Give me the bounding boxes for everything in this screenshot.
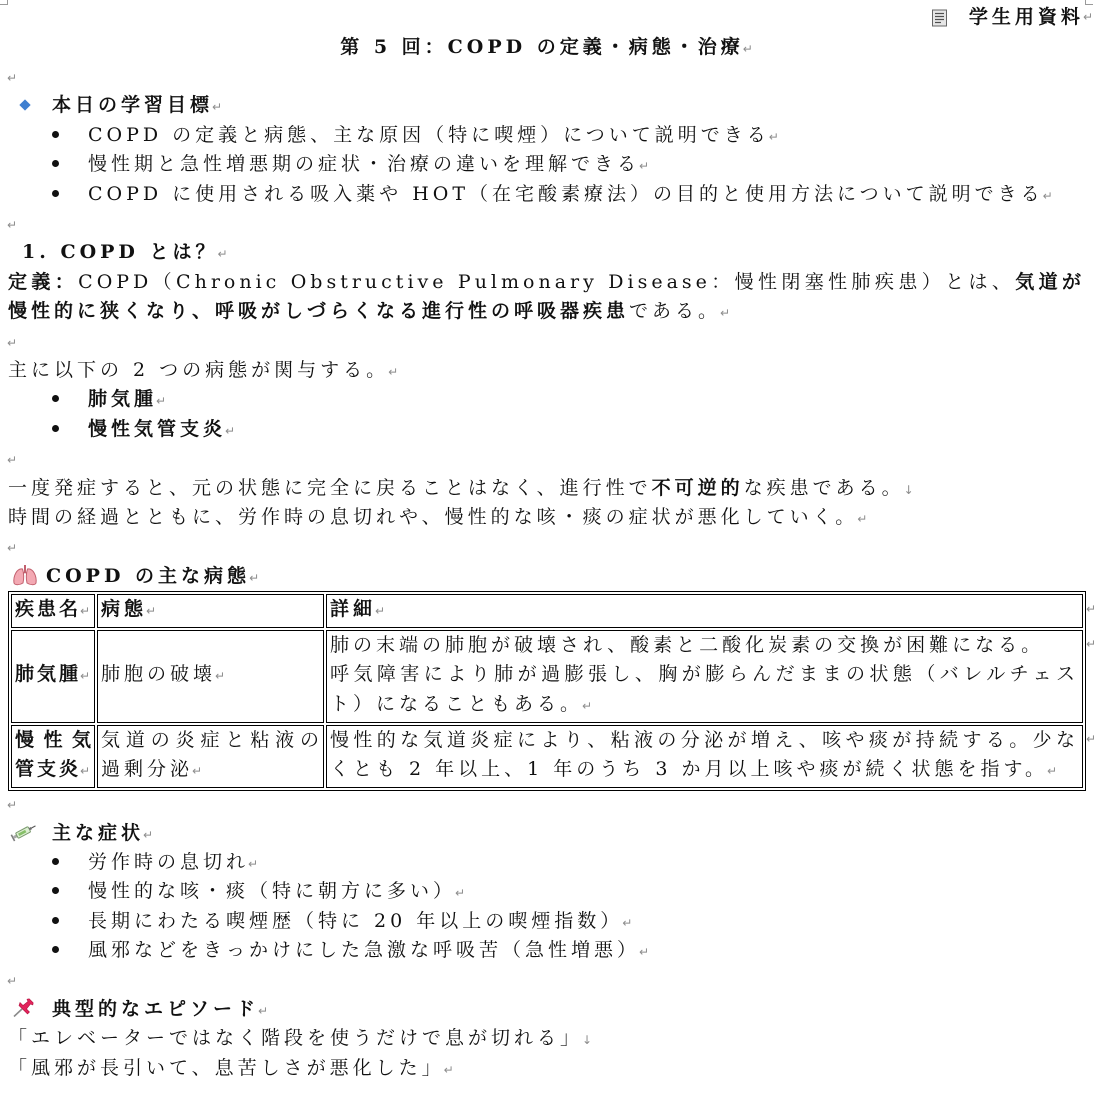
definition-label: 定義： [8, 270, 79, 293]
paragraph-mark: ↵ [768, 129, 779, 144]
symptom-item: 慢性的な咳・痰（特に朝方に多い） [88, 880, 457, 903]
paragraph-mark: ↵ [375, 604, 386, 619]
list-item [0, 877, 1093, 906]
paragraph-mark: ↵ [742, 41, 753, 56]
paragraph-mark: ↵ [720, 306, 731, 321]
document-header [0, 3, 1093, 32]
bullet-icon [52, 946, 59, 953]
paragraph-mark: ↵ [212, 100, 223, 115]
row-end-mark: ↵ [1086, 637, 1096, 652]
list-item [0, 121, 1093, 150]
table-cell-pathology [97, 630, 324, 723]
progression-line-2 [0, 503, 1093, 532]
definition-emphasis: 気道が慢性的に狭くなり、呼吸がしづらくなる進行性の呼吸器疾患 [8, 270, 1085, 323]
row-end-mark: ↵ [1086, 602, 1096, 617]
empty-line [0, 327, 1093, 356]
list-item [0, 385, 1093, 414]
list-item [0, 415, 1093, 444]
progression-before: 一度発症すると、元の状態に完全に戻ることはなく、進行性で [8, 476, 652, 499]
empty-line [0, 209, 1093, 238]
paragraph-mark: ↵ [582, 698, 593, 713]
paragraph-mark: ↵ [215, 669, 226, 684]
symptoms-heading-text: 主な症状 [52, 821, 145, 844]
paragraph-mark: ↵ [1042, 188, 1053, 203]
pathology-text: 気道の炎症と粘液の過剰分泌 [101, 728, 323, 781]
empty-line [0, 62, 1093, 91]
paragraph-mark: ↵ [639, 945, 650, 960]
table-cell-pathology [97, 725, 324, 788]
header-label: 学生用資料 [968, 6, 1084, 29]
paragraph-mark: ↵ [7, 453, 18, 468]
disease-name: 慢性気管支炎 [15, 728, 94, 781]
symptom-item: 長期にわたる喫煙歴（特に 20 年以上の喫煙指数） [88, 909, 624, 932]
empty-line [0, 532, 1093, 561]
symptom-item: 労作時の息切れ [88, 850, 250, 873]
episodes-heading-text: 典型的なエピソード [52, 997, 260, 1020]
paragraph-mark: ↵ [143, 827, 154, 842]
table-cell-details [326, 630, 1083, 723]
definition-ending: である。 [629, 300, 722, 323]
details-text-block [330, 660, 1079, 721]
paragraph-mark: ↵ [7, 335, 18, 350]
header-pathology: 病態 [101, 598, 148, 621]
lungs-icon [12, 564, 38, 586]
paragraph-mark: ↵ [80, 604, 91, 619]
paragraph-mark: ↵ [1082, 10, 1093, 25]
episode-quote [0, 1054, 1093, 1083]
list-item [0, 936, 1093, 965]
page-title-line [0, 33, 1093, 62]
paragraph-mark: ↵ [7, 974, 18, 989]
pathology-table-wrap [0, 591, 1096, 789]
details-text: 肺の末端の肺胞が破壊され、酸素と二酸化炭素の交換が困難になる。 [330, 633, 1045, 656]
details-text: 慢性的な気道炎症により、粘液の分泌が増え、咳や痰が持続する。少なくとも 2 年以上、1 年のうち 3 か月以上咳や痰が続く状態を指す。 [330, 728, 1079, 781]
paragraph-mark: ↵ [156, 394, 167, 409]
objectives-heading-text: 本日の学習目標 [52, 94, 214, 117]
empty-line [0, 965, 1093, 994]
progression-after: な疾患である。 [743, 476, 905, 499]
paragraph-mark: ↵ [622, 915, 633, 930]
bullet-icon [52, 917, 59, 924]
paragraph-mark: ↵ [192, 764, 203, 779]
pathology-heading-text: COPD の主な病態 [46, 564, 251, 587]
section-heading-text: 1. COPD とは？ [22, 241, 219, 264]
symptom-item: 風邪などをきっかけにした急激な呼吸苦（急性増悪） [88, 939, 641, 962]
bullet-icon [52, 858, 59, 865]
paragraph-mark: ↵ [225, 423, 236, 438]
bullet-icon [52, 131, 59, 138]
bullet-icon [52, 395, 59, 402]
empty-line [0, 789, 1093, 818]
table-row [11, 725, 1083, 788]
empty-line [0, 444, 1093, 473]
progression-text-2: 時間の経過とともに、労作時の息切れや、慢性的な咳・痰の症状が悪化していく。 [8, 505, 859, 528]
table-cell-details [326, 725, 1083, 788]
disease-name: 肺気腫 [15, 663, 82, 686]
paragraph-mark: ↵ [7, 798, 18, 813]
paragraph-mark: ↵ [7, 218, 18, 233]
episode-quote-text: 「風邪が長引いて、息苦しさが悪化した」 [8, 1056, 445, 1079]
pushpin-icon [12, 998, 36, 1018]
paragraph-mark: ↵ [146, 604, 157, 619]
paragraph-mark: ↵ [80, 764, 91, 779]
table-cell-disease [11, 725, 95, 788]
syringe-icon [10, 823, 38, 841]
list-item [0, 848, 1093, 877]
pathology-heading [0, 562, 1093, 591]
episode-quote-text: 「エレベーターではなく階段を使うだけで息が切れる」 [8, 1027, 584, 1050]
paragraph-mark: ↵ [639, 159, 650, 174]
paragraph-mark: ↵ [249, 570, 260, 585]
table-header-cell [97, 594, 324, 627]
paragraph-mark: ↵ [248, 856, 259, 871]
paragraph-mark: ↵ [258, 1003, 269, 1018]
table-header-cell [326, 594, 1083, 627]
line-break-mark: ↓ [582, 1033, 593, 1048]
objective-item: 慢性期と急性増悪期の症状・治療の違いを理解できる [88, 153, 641, 176]
paragraph-mark: ↵ [217, 247, 228, 262]
blue-diamond-icon [19, 99, 30, 110]
document-icon [931, 9, 948, 27]
definition-intro: COPD（Chronic Obstructive Pulmonary Disease：慢性閉塞性肺疾患）とは、 [78, 270, 1016, 293]
row-end-mark: ↵ [1086, 732, 1096, 747]
bullet-icon [52, 887, 59, 894]
condition-item: 肺気腫 [88, 388, 158, 411]
episodes-heading [0, 995, 1093, 1024]
paragraph-mark: ↵ [455, 886, 466, 901]
bullet-icon [52, 160, 59, 167]
paragraph-mark: ↵ [80, 669, 91, 684]
list-item [0, 150, 1093, 179]
page-title: 第 5 回：COPD の定義・病態・治療 [340, 35, 744, 58]
objective-item: COPD に使用される吸入薬や HOT（在宅酸素療法）の目的と使用方法について説明できる [88, 182, 1044, 205]
condition-item: 慢性気管支炎 [88, 417, 227, 440]
bullet-icon [52, 190, 59, 197]
corner-mark-top-right [1085, 0, 1093, 5]
symptoms-heading [0, 819, 1093, 848]
conditions-intro-text: 主に以下の 2 つの病態が関与する。 [8, 359, 390, 381]
paragraph-mark: ↵ [1046, 764, 1058, 779]
paragraph-mark: ↵ [857, 511, 868, 526]
line-break-mark: ↓ [903, 482, 914, 497]
paragraph-mark: ↵ [7, 541, 18, 556]
pathology-table [8, 591, 1086, 790]
conditions-intro [0, 356, 1093, 385]
list-item [0, 180, 1093, 209]
section-heading [0, 238, 1093, 267]
details-text: 呼気障害により肺が過膨張し、胸が膨らんだままの状態（バレルチェスト）になることもある。 [330, 663, 1079, 715]
table-row [11, 630, 1083, 723]
bullet-icon [52, 425, 59, 432]
corner-mark-top-left [0, 0, 8, 5]
table-header-row [11, 594, 1083, 627]
paragraph-mark: ↵ [7, 71, 18, 86]
definition-paragraph [0, 268, 1093, 327]
progression-emphasis: 不可逆的 [651, 476, 744, 499]
pathology-text: 肺胞の破壊 [101, 663, 217, 686]
objective-item: COPD の定義と病態、主な原因（特に喫煙）について説明できる [88, 123, 770, 146]
paragraph-mark: ↵ [388, 365, 399, 379]
table-cell-disease [11, 630, 95, 723]
list-item [0, 907, 1093, 936]
paragraph-mark: ↵ [443, 1062, 454, 1077]
episode-quote [0, 1024, 1093, 1053]
objectives-heading [0, 91, 1093, 120]
progression-line [0, 474, 1093, 503]
table-header-cell [11, 594, 95, 627]
header-details: 詳細 [330, 598, 377, 621]
header-disease: 疾患名 [15, 598, 82, 621]
